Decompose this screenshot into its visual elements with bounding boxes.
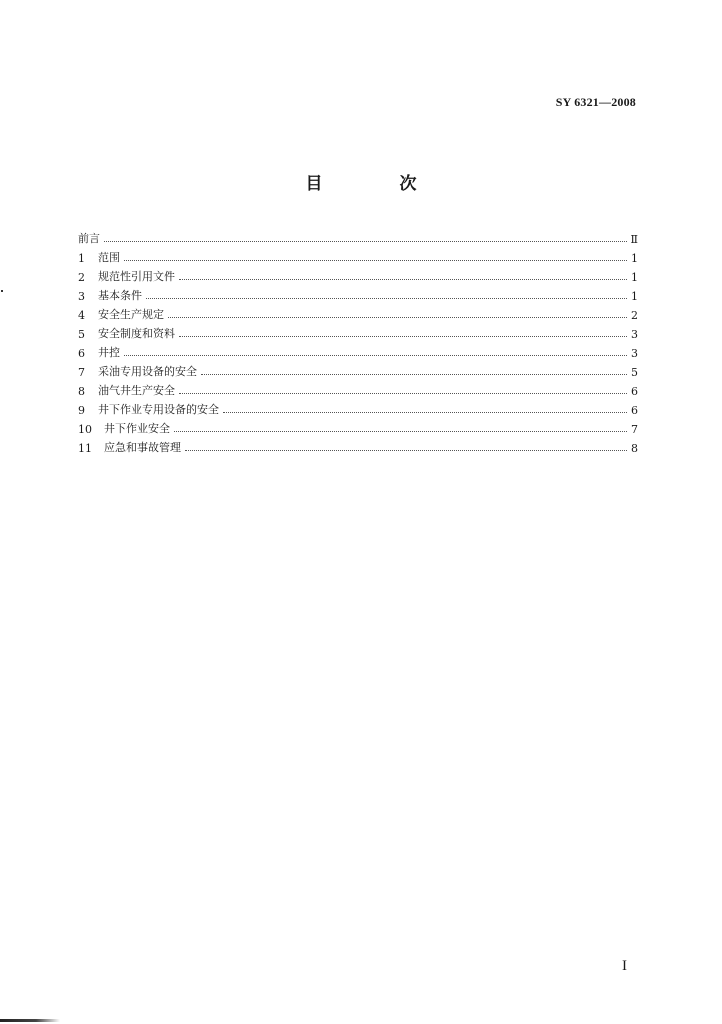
toc-leader-dots: [168, 316, 627, 318]
toc-leader-dots: [223, 411, 627, 413]
toc-entry-page: 5: [631, 366, 638, 379]
toc-entry-page: 8: [631, 442, 638, 455]
scan-artifact: [1, 290, 3, 292]
toc-entry-label: 范围: [98, 251, 120, 264]
toc-entry-2[interactable]: [78, 265, 638, 284]
toc-entry-page: 3: [631, 328, 638, 341]
toc-entry-label: 应急和事故管理: [104, 441, 181, 454]
toc-leader-dots: [185, 449, 627, 451]
toc-entry-label: 井下作业安全: [104, 422, 170, 435]
toc-entry-label: 采油专用设备的安全: [98, 365, 197, 378]
toc-entry-4[interactable]: [78, 303, 638, 322]
toc-entry-label: 油气井生产安全: [98, 384, 175, 397]
toc-entry-number: 4: [78, 309, 85, 322]
toc-entry-label: 安全制度和资料: [98, 327, 175, 340]
standard-code: SY 6321—2008: [555, 95, 636, 109]
toc-leader-dots: [124, 259, 627, 261]
toc-entry-number: 5: [78, 328, 85, 341]
toc-entry-8[interactable]: [78, 379, 638, 398]
toc-entry-7[interactable]: [78, 360, 638, 379]
toc-entry-number: 11: [78, 442, 92, 455]
toc-entry-10[interactable]: [78, 417, 638, 436]
toc-entry-page: Ⅱ: [630, 233, 638, 246]
toc-title: 目 次: [305, 174, 447, 194]
toc-leader-dots: [201, 373, 627, 375]
toc-entry-number: 6: [78, 347, 85, 360]
toc-entry-foreword[interactable]: [78, 227, 638, 246]
toc-entry-number: 7: [78, 366, 85, 379]
toc-entry-3[interactable]: [78, 284, 638, 303]
toc-leader-dots: [179, 278, 627, 280]
scan-edge-artifact: [0, 1019, 60, 1022]
toc-entry-11[interactable]: [78, 436, 638, 455]
toc-entry-label: 规范性引用文件: [98, 270, 175, 283]
toc-entry-page: 6: [631, 404, 638, 417]
toc-leader-dots: [179, 392, 627, 394]
toc-entry-label: 前言: [78, 232, 100, 245]
toc-entry-page: 1: [631, 252, 638, 265]
toc-entry-number: 1: [78, 252, 85, 265]
toc-entry-number: 8: [78, 385, 85, 398]
page-number: I: [622, 958, 627, 974]
toc-entry-number: 3: [78, 290, 85, 303]
toc-leader-dots: [174, 430, 627, 432]
toc-entry-label: 井控: [98, 346, 120, 359]
toc-entry-page: 3: [631, 347, 638, 360]
toc-entry-6[interactable]: [78, 341, 638, 360]
toc-entry-number: 10: [78, 423, 92, 436]
toc-entry-label: 井下作业专用设备的安全: [98, 403, 219, 416]
toc-entry-page: 1: [631, 290, 638, 303]
toc-entry-label: 安全生产规定: [98, 308, 164, 321]
toc-leader-dots: [146, 297, 627, 299]
toc-entry-page: 1: [631, 271, 638, 284]
toc-entry-page: 2: [631, 309, 638, 322]
toc-leader-dots: [104, 240, 627, 242]
toc-entry-9[interactable]: [78, 398, 638, 417]
table-of-contents: [78, 227, 638, 455]
toc-entry-page: 6: [631, 385, 638, 398]
toc-entry-1[interactable]: [78, 246, 638, 265]
toc-entry-5[interactable]: [78, 322, 638, 341]
toc-leader-dots: [124, 354, 627, 356]
toc-entry-label: 基本条件: [98, 289, 142, 302]
toc-entry-page: 7: [631, 423, 638, 436]
toc-entry-number: 9: [78, 404, 85, 417]
toc-entry-number: 2: [78, 271, 85, 284]
toc-leader-dots: [179, 335, 627, 337]
